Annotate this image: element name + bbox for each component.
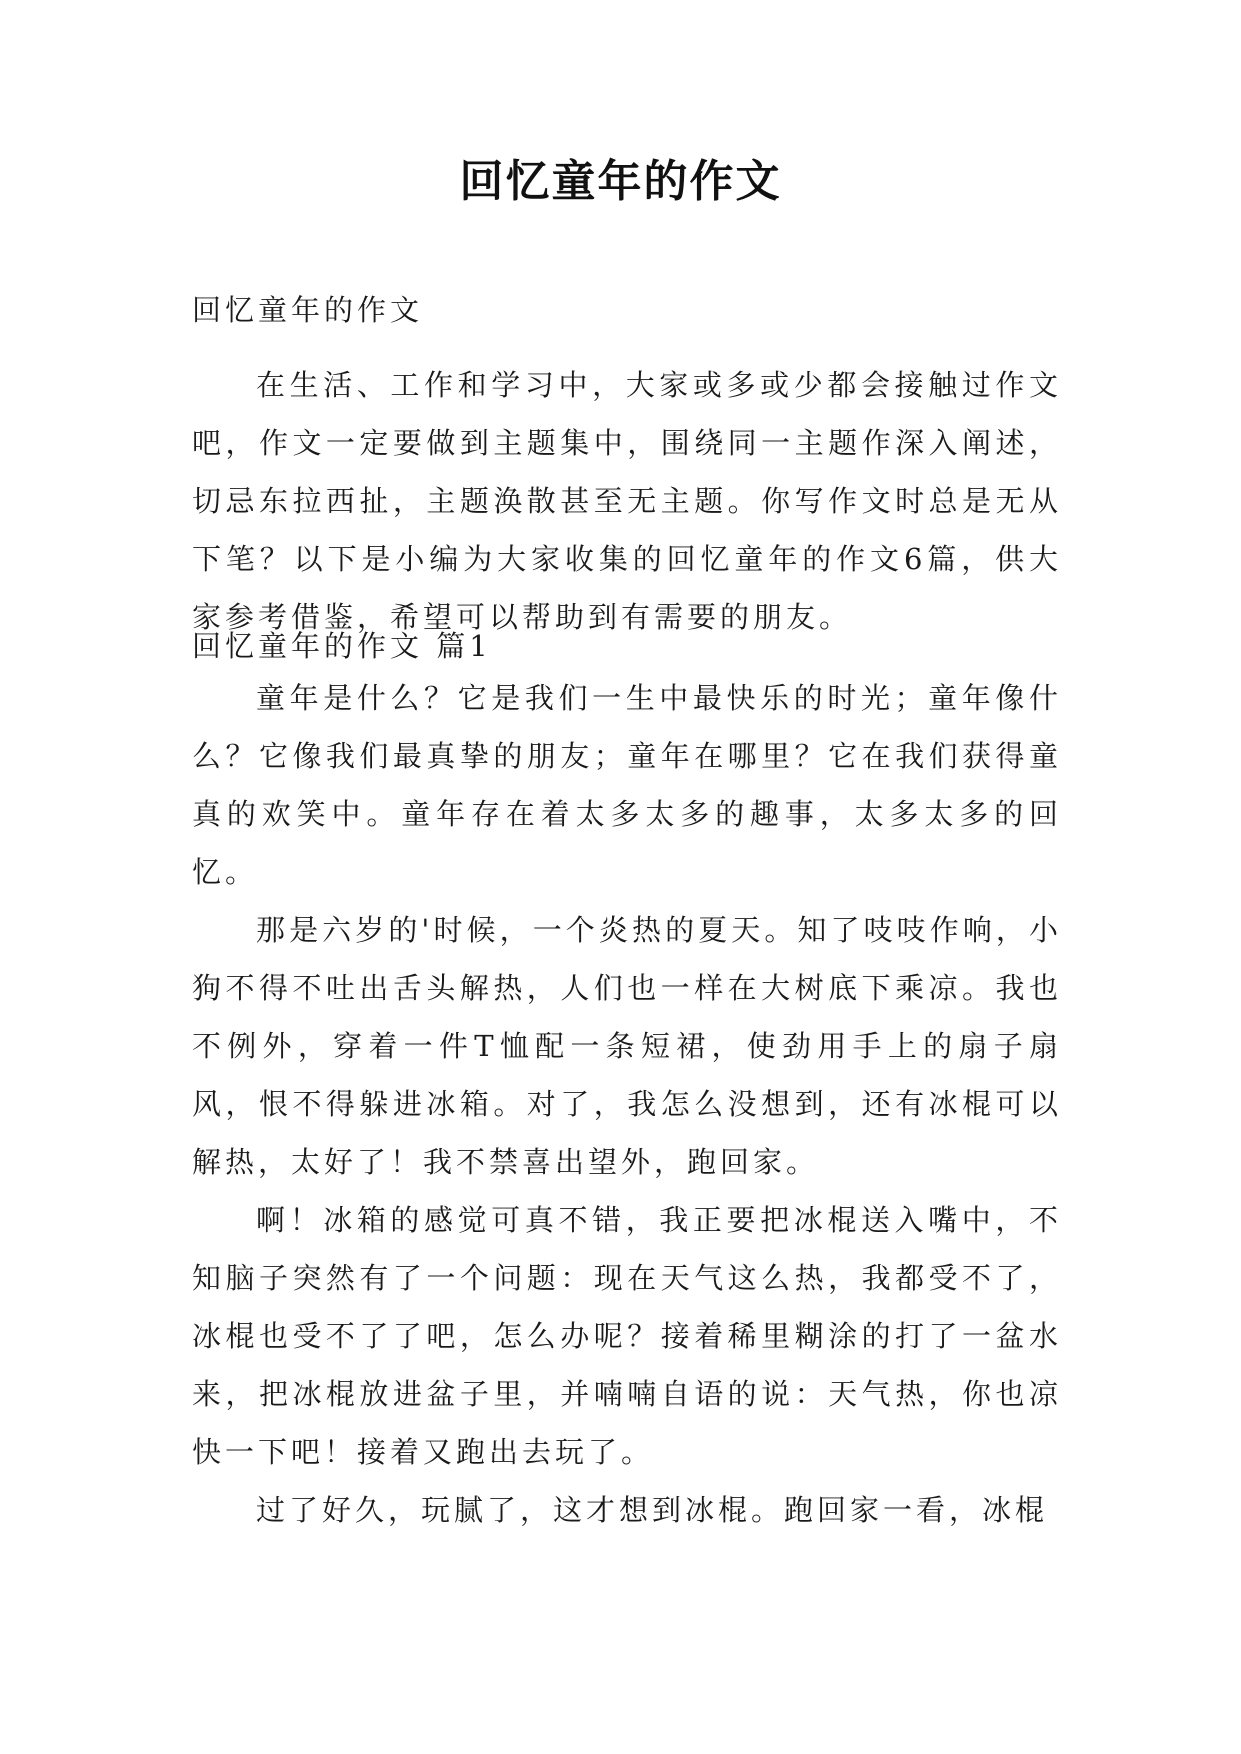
intro-paragraph: 在生活、工作和学习中，大家或多或少都会接触过作文吧，作文一定要做到主题集中，围绕同一主题作深入阐述，切忌东拉西扯，主题涣散甚至无主题。你写作文时总是无从下笔？以下是小编为大家收集的回忆童年的作文6篇，供大家参考借鉴，希望可以帮助到有需要的朋友。 xyxy=(192,368,1062,634)
paragraph: 啊！冰箱的感觉可真不错，我正要把冰棍送入嘴中，不知脑子突然有了一个问题：现在天气这么热，我都受不了，冰棍也受不了了吧，怎么办呢？接着稀里糊涂的打了一盆水来，把冰棍放进盆子里，并喃喃自语的说：天气热，你也凉快一下吧！接着又跑出去玩了。 xyxy=(192,1203,1062,1469)
paragraph: 那是六岁的'时候，一个炎热的夏天。知了吱吱作响，小狗不得不吐出舌头解热，人们也一样在大树底下乘凉。我也不例外，穿着一件T恤配一条短裙，使劲用手上的扇子扇风，恨不得躲进冰箱。对了，我怎么没想到，还有冰棍可以解热，太好了！我不禁喜出望外，跑回家。 xyxy=(192,913,1062,1179)
section-1-body xyxy=(192,669,1062,1539)
section-heading-block xyxy=(192,619,1062,673)
document-title: 回忆童年的作文 xyxy=(459,156,782,207)
document-subtitle: 回忆童年的作文 xyxy=(192,293,424,327)
intro-block xyxy=(192,356,1062,646)
section-heading: 回忆童年的作文 篇1 xyxy=(192,629,492,663)
paragraph: 童年是什么？它是我们一生中最快乐的时光；童年像什么？它像我们最真挚的朋友；童年在哪里？它在我们获得童真的欢笑中。童年存在着太多太多的趣事，太多太多的回忆。 xyxy=(192,681,1062,889)
paragraph: 过了好久，玩腻了，这才想到冰棍。跑回家一看，冰棍 xyxy=(256,1493,1049,1527)
